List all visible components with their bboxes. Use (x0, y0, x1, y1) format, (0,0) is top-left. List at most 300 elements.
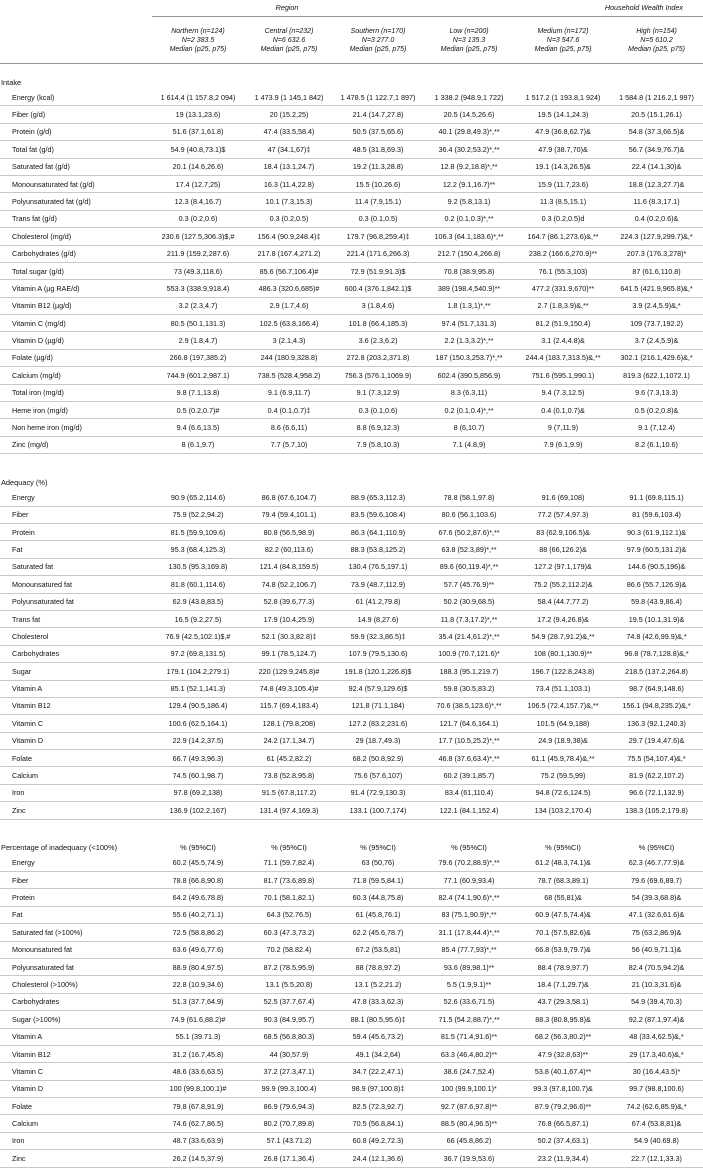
table-cell: 2.7 (1.8,3.9)&,** (516, 297, 610, 314)
table-cell: 63.3 (46.4,80.2)** (422, 1045, 516, 1062)
row-label: Sugar (>100%) (0, 1011, 152, 1028)
table-cell: 187 (150.3,253.7)*,** (422, 349, 516, 366)
table-cell: 73 (49.3,118.6) (152, 262, 244, 279)
table-cell: 138.3 (105.2,179.8) (610, 802, 703, 819)
table-cell: 75.2 (59.5,99) (516, 767, 610, 784)
table-cell: 8.6 (6.6,11) (244, 419, 334, 436)
table-cell: 60.8 (49.2,72.3) (334, 1132, 422, 1149)
table-cell: 74.8 (49.3,105.4)# (244, 680, 334, 697)
table-row (0, 697, 703, 714)
table-cell: 70.1 (58.1,82.1) (244, 889, 334, 906)
table-cell: 76.9 (42.5,102.1)$,# (152, 628, 244, 645)
table-cell: 244 (180.9,328.8) (244, 349, 334, 366)
table-cell: 0.4 (0.1,0.7)‡ (244, 402, 334, 419)
table-cell: 93.6 (89,98.1)** (422, 958, 516, 975)
table-cell: 61 (45.8,76.1) (334, 906, 422, 923)
table-cell: 212.7 (150.4,266.8) (422, 245, 516, 262)
column-header-name: Central (n=232) (264, 27, 314, 35)
row-label: Trans fat (g/d) (0, 210, 152, 227)
table-cell: 61 (45.2,82.2) (244, 750, 334, 767)
table-row (0, 924, 703, 941)
table-cell: 74.5 (60.1,98.7) (152, 767, 244, 784)
row-label: Fiber (g/d) (0, 106, 152, 123)
column-header (516, 17, 610, 64)
table-cell: 60.9 (47.5,74.4)& (516, 906, 610, 923)
table-cell: 61.1 (45.9,78.4)&,** (516, 750, 610, 767)
table-cell: 82.2 (60,113.6) (244, 541, 334, 558)
table-cell: 9 (7,11.9) (516, 419, 610, 436)
table-cell: 80.8 (56.5,98.9) (244, 523, 334, 540)
table-cell: 0.3 (0.2,0.5)d (516, 210, 610, 227)
table-cell: 59.9 (32.3,86.5)‡ (334, 628, 422, 645)
table-cell: 22.8 (10.9,34.6) (152, 976, 244, 993)
table-row (0, 541, 703, 558)
table-cell: 54.8 (37.3,66.5)& (610, 123, 703, 140)
table-cell: 15.9 (11.7,23.6) (516, 175, 610, 192)
row-label: Polyunsaturated fat (0, 593, 152, 610)
table-row (0, 175, 703, 192)
table-cell: 75.5 (54,107.4)&,* (610, 750, 703, 767)
table-cell: 54.9 (40.8,73.1)$ (152, 141, 244, 158)
table-cell: 100.6 (62.5,164.1) (152, 715, 244, 732)
row-label: Vitamin C (0, 715, 152, 732)
table-cell: 90.9 (65.2,114.6) (152, 489, 244, 506)
table-cell: 81.9 (62.2,107.2) (610, 767, 703, 784)
column-header (334, 17, 422, 64)
table-cell: 82.4 (70.5,94.2)& (610, 958, 703, 975)
table-cell: 3 (2.1,4.3) (244, 332, 334, 349)
table-cell: 91.6 (69,108) (516, 489, 610, 506)
table-cell: 73.8 (52.8,95.8) (244, 767, 334, 784)
table-cell: 2.9 (1.8,4.7) (152, 332, 244, 349)
table-row (0, 123, 703, 140)
table-cell: 8.2 (6.1,10.6) (610, 436, 703, 453)
table-cell: 81 (59.6,103.4) (610, 506, 703, 523)
table-cell: 0.3 (0.1,0.5) (334, 210, 422, 227)
table-cell: 127.2 (97.1,179)& (516, 558, 610, 575)
table-cell: 8.8 (6.9,12.3) (334, 419, 422, 436)
table-cell: 3.6 (2.3,6.2) (334, 332, 422, 349)
table-row (0, 941, 703, 958)
section-title-row (0, 64, 703, 90)
table-cell: 91.4 (72.9,130.3) (334, 784, 422, 801)
row-label: Calcium (0, 767, 152, 784)
row-label: Saturated fat (>100%) (0, 924, 152, 941)
column-header-median: Median (p25, p75) (260, 45, 318, 53)
table-cell: 18.4 (7.1,29.7)& (516, 976, 610, 993)
table-cell: 244.4 (183.7,313.5)&,** (516, 349, 610, 366)
table-cell: 52.1 (30.3,82.8)‡ (244, 628, 334, 645)
table-cell: 37.2 (27.3,47.1) (244, 1063, 334, 1080)
column-header (610, 17, 703, 64)
table-cell: 29.7 (19.4,47.6)& (610, 732, 703, 749)
table-cell: 38.6 (24.7,52.4) (422, 1063, 516, 1080)
table-row (0, 680, 703, 697)
table-cell: 9.4 (7.3,12.5) (516, 384, 610, 401)
table-cell: 82.5 (72.3,92.7) (334, 1098, 422, 1115)
table-cell: 136.3 (92.1,240.3) (610, 715, 703, 732)
row-label: Total sugar (g/d) (0, 262, 152, 279)
table-cell: 600.4 (376.1,842.1)$ (334, 280, 422, 297)
table-cell: 85.6 (56.7,106.4)# (244, 262, 334, 279)
table-cell: 96.8 (78.7,128.8)&,* (610, 645, 703, 662)
column-header-name: Low (n=200) (449, 27, 489, 35)
section-column-unit: % (95%CI) (180, 843, 216, 853)
table-cell: 72.5 (58.8,86.2) (152, 924, 244, 941)
table-cell: 188.3 (95.1,219.7) (422, 663, 516, 680)
table-cell: 75 (63.2,86.9)& (610, 924, 703, 941)
table-cell: 9.1 (6.9,11.7) (244, 384, 334, 401)
table-cell: 130.4 (76.5,197.1) (334, 558, 422, 575)
row-label: Cholesterol (0, 628, 152, 645)
section-title-row (0, 819, 703, 855)
row-label: Vitamin D (0, 1080, 152, 1097)
table-cell: 70.6 (38.5,123.6)*,** (422, 697, 516, 714)
table-cell: 71.8 (59.5,84.1) (334, 872, 422, 889)
table-cell: 9.8 (7.1,13.8) (152, 384, 244, 401)
table-row (0, 506, 703, 523)
row-label: Protein (0, 523, 152, 540)
table-cell: 18.8 (12.3,27.7)& (610, 175, 703, 192)
table-row (0, 1150, 703, 1167)
table-cell: 79.6 (69.6,89.7) (610, 872, 703, 889)
table-cell: 88.9 (65.3,112.3) (334, 489, 422, 506)
table-cell: 40.1 (29.8,49.3)*,** (422, 123, 516, 140)
table-row (0, 280, 703, 297)
table-cell: 67.4 (53.8,81)& (610, 1115, 703, 1132)
table-cell: 7.7 (5.7,10) (244, 436, 334, 453)
table-row (0, 872, 703, 889)
table-row (0, 332, 703, 349)
table-cell: 218.5 (137.2,264.8) (610, 663, 703, 680)
row-label: Total fat (g/d) (0, 141, 152, 158)
wealth-group-header: Household Wealth Index (422, 0, 703, 17)
table-cell: 68.2 (50.8,92.9) (334, 750, 422, 767)
table-row (0, 297, 703, 314)
table-cell: 83 (75.1,90.9)*,** (422, 906, 516, 923)
table-row (0, 593, 703, 610)
table-cell: 99.1 (78.5,124.7) (244, 645, 334, 662)
table-cell: 0.5 (0.2,0.8)& (610, 402, 703, 419)
table-row (0, 645, 703, 662)
table-cell: 85.4 (77.7,93)*,** (422, 941, 516, 958)
table-cell: 88 (78.8,97.2) (334, 958, 422, 975)
table-cell: 48.5 (31.8,69.3) (334, 141, 422, 158)
row-label: Vitamin B12 (µg/d) (0, 297, 152, 314)
table-cell: 47 (34.1,67)‡ (244, 141, 334, 158)
column-header-median: Median (p25, p75) (534, 45, 592, 53)
table-cell: 302.1 (216.1,429.6)&,* (610, 349, 703, 366)
table-row (0, 576, 703, 593)
table-cell: 67.6 (50.2,87.6)*,** (422, 523, 516, 540)
table-row (0, 367, 703, 384)
section-title: Adequacy (%) (1, 477, 48, 487)
table-cell: 14.9 (8,27.6) (334, 610, 422, 627)
row-label: Vitamin D (µg/d) (0, 332, 152, 349)
table-cell: 76.8 (66.5,87.1) (516, 1115, 610, 1132)
table-cell: 90.3 (84.9,95.7) (244, 1011, 334, 1028)
table-cell: 55.1 (39.71.3) (152, 1028, 244, 1045)
table-cell: 80.2 (70.7,89.8) (244, 1115, 334, 1132)
table-cell: 86.6 (55.7,126.9)& (610, 576, 703, 593)
table-cell: 102.5 (63.8,166.4) (244, 315, 334, 332)
table-cell: 0.3 (0.2,0.5) (244, 210, 334, 227)
table-row (0, 976, 703, 993)
table-cell: 83.5 (59.6,108.4) (334, 506, 422, 523)
table-row (0, 610, 703, 627)
table-row (0, 1063, 703, 1080)
table-cell: 88.9 (80.4,97.5) (152, 958, 244, 975)
table-cell: 77.1 (60.9,93.4) (422, 872, 516, 889)
table-row (0, 402, 703, 419)
column-header-n: N=3 547.6 (546, 36, 580, 44)
table-cell: 24.2 (17.1,34.7) (244, 732, 334, 749)
table-cell: 18.4 (13.1,24.7) (244, 158, 334, 175)
table-row (0, 1028, 703, 1045)
table-cell: 134 (103.2,170.4) (516, 802, 610, 819)
row-label: Zinc (mg/d) (0, 436, 152, 453)
table-row (0, 1011, 703, 1028)
region-group-header: Region (152, 0, 422, 17)
table-cell: 128.1 (79.8,208) (244, 715, 334, 732)
table-cell: 50.2 (37.4,63.1) (516, 1132, 610, 1149)
row-label: Iron (0, 1132, 152, 1149)
column-header-n: N=2 383.5 (181, 36, 215, 44)
table-cell: 77.2 (57.4,97.3) (516, 506, 610, 523)
table-cell: 9.6 (7.3,13.3) (610, 384, 703, 401)
table-row (0, 1080, 703, 1097)
table-cell: 272.8 (203.2,371.8) (334, 349, 422, 366)
table-row (0, 1045, 703, 1062)
table-cell: 91.1 (69.8,115.1) (610, 489, 703, 506)
table-cell: 70.8 (38.9,95.8) (422, 262, 516, 279)
column-header-name: Medium (n=172) (537, 27, 589, 35)
section-column-unit: % (95%CI) (360, 843, 396, 853)
table-cell: 73.4 (51.1,103.1) (516, 680, 610, 697)
table-cell: 90.3 (61.9,112.1)& (610, 523, 703, 540)
table-cell: 11.8 (7.3,17.2)*,** (422, 610, 516, 627)
table-cell: 20.5 (14.5,26.6) (422, 106, 516, 123)
table-row (0, 889, 703, 906)
row-label: Fat (0, 541, 152, 558)
table-cell: 641.5 (421.9,965.8)&,* (610, 280, 703, 297)
table-cell: 51.6 (37.1,61.8) (152, 123, 244, 140)
table-row (0, 663, 703, 680)
table-cell: 36.4 (30.2,53.2)*,** (422, 141, 516, 158)
table-cell: 47.9 (32.8,63)** (516, 1045, 610, 1062)
table-cell: 131.4 (97.4,169.3) (244, 802, 334, 819)
row-label: Fiber (0, 872, 152, 889)
table-cell: 59.8 (30.5,83.2) (422, 680, 516, 697)
table-cell: 121.8 (71.1,184) (334, 697, 422, 714)
table-cell: 58.4 (44.7,77.2) (516, 593, 610, 610)
table-cell: 74.8 (52.2,106.7) (244, 576, 334, 593)
table-cell: 81.8 (60.1,114.6) (152, 576, 244, 593)
table-row (0, 106, 703, 123)
table-cell: 81.2 (51.9,150.4) (516, 315, 610, 332)
table-cell: 68.5 (56.8,80.3) (244, 1028, 334, 1045)
table-cell: 99.9 (99.3,100.4) (244, 1080, 334, 1097)
table-cell: 109 (73.7,192.2) (610, 315, 703, 332)
table-cell: 47.9 (38.7,70)& (516, 141, 610, 158)
table-cell: 13.1 (5.5,20.8) (244, 976, 334, 993)
table-cell: 68.2 (56.3,80.2)** (516, 1028, 610, 1045)
table-cell: 23.2 (11.9,34.4) (516, 1150, 610, 1167)
table-cell: 196.7 (122.8,243.8) (516, 663, 610, 680)
row-label: Saturated fat (0, 558, 152, 575)
table-row (0, 193, 703, 210)
table-cell: 0.3 (0.1,0.6) (334, 402, 422, 419)
table-cell: 144.6 (90.5,196)& (610, 558, 703, 575)
table-cell: 48.6 (33.6,63.5) (152, 1063, 244, 1080)
table-cell: 66 (45.8,86.2) (422, 1132, 516, 1149)
table-cell: 115.7 (69.4,183.4) (244, 697, 334, 714)
table-cell: 0.4 (0.1,0.7)& (516, 402, 610, 419)
row-label: Calcium (mg/d) (0, 367, 152, 384)
table-cell: 19.5 (10.1,31.9)& (610, 610, 703, 627)
row-label: Folate (0, 750, 152, 767)
row-label: Carbohydrates (0, 645, 152, 662)
table-cell: 179.1 (104.2,279.1) (152, 663, 244, 680)
table-cell: 7.9 (5.8,10.3) (334, 436, 422, 453)
table-cell: 16.3 (11.4,22.8) (244, 175, 334, 192)
table-cell: 35.4 (21.4,61.2)*,** (422, 628, 516, 645)
table-cell: 66.8 (53.9,79.7)& (516, 941, 610, 958)
table-row (0, 784, 703, 801)
row-label: Monounsatured fat (0, 576, 152, 593)
table-cell: 92.2 (87.1,97.4)& (610, 1011, 703, 1028)
table-cell: 97.9 (60.5,131.2)& (610, 541, 703, 558)
table-cell: 29 (18.7,49.3) (334, 732, 422, 749)
table-cell: 78.7 (68.3,89.1) (516, 872, 610, 889)
row-label: Vitamin B12 (0, 1045, 152, 1062)
table-body (0, 64, 703, 1168)
table-cell: 17.9 (10.4,25.9) (244, 610, 334, 627)
table-cell: 7.1 (4.8,9) (422, 436, 516, 453)
table-cell: 12.3 (8.4,16.7) (152, 193, 244, 210)
column-header (244, 17, 334, 64)
table-cell: 87 (61.6,110.8) (610, 262, 703, 279)
table-cell: 59.8 (43.9,86.4) (610, 593, 703, 610)
table-cell: 57.1 (43.71.2) (244, 1132, 334, 1149)
table-cell: 46.8 (37.6,63.4)*,** (422, 750, 516, 767)
table-row (0, 1132, 703, 1149)
table-cell: 99.3 (97.8,100.7)& (516, 1080, 610, 1097)
table-cell: 59.4 (45.6,73.2) (334, 1028, 422, 1045)
table-row (0, 210, 703, 227)
table-cell: 48 (33.4,62.5)&,* (610, 1028, 703, 1045)
table-cell: 70.2 (58.82.4) (244, 941, 334, 958)
row-label: Polyunsaturated fat (g/d) (0, 193, 152, 210)
table-row (0, 158, 703, 175)
table-row (0, 750, 703, 767)
table-row (0, 489, 703, 506)
table-cell: 97.2 (69.8,131.5) (152, 645, 244, 662)
table-cell: 66.7 (49.3,96.3) (152, 750, 244, 767)
table-cell: 61.2 (48.3,74.1)& (516, 855, 610, 872)
table-cell: 88.4 (78.9,97.7) (516, 958, 610, 975)
row-label: Fiber (0, 506, 152, 523)
table-cell: 50.5 (37.5,65.6) (334, 123, 422, 140)
table-row (0, 628, 703, 645)
table-cell: 95.3 (68.4,125.3) (152, 541, 244, 558)
column-header-name: High (n=154) (636, 27, 677, 35)
table-cell: 20 (15.2,25) (244, 106, 334, 123)
blank-subheader (0, 17, 152, 64)
column-header-median: Median (p25, p75) (169, 45, 227, 53)
row-label: Energy (0, 489, 152, 506)
table-cell: 86.8 (67.6,104.7) (244, 489, 334, 506)
table-cell: 8 (6,10.7) (422, 419, 516, 436)
table-cell: 63 (50,76) (334, 855, 422, 872)
table-cell: 81.5 (59.9,109.6) (152, 523, 244, 540)
table-cell: 0.2 (0.1,0.4)*,** (422, 402, 516, 419)
table-row (0, 767, 703, 784)
table-cell: 81.7 (73.6,89.8) (244, 872, 334, 889)
table-cell: 74.2 (62.6,85.9)&,* (610, 1098, 703, 1115)
table-cell: 21.4 (14.7,27.8) (334, 106, 422, 123)
section-column-unit: % (95%CI) (545, 843, 581, 853)
table-cell: 266.8 (197,385.2) (152, 349, 244, 366)
table-cell: 47.9 (36.8,62.7)& (516, 123, 610, 140)
table-row (0, 715, 703, 732)
table-cell: 238.2 (166.6,270.9)** (516, 245, 610, 262)
table-cell: 217.8 (167.4,271.2) (244, 245, 334, 262)
table-cell: 87.2 (78.5,95.9) (244, 958, 334, 975)
section-column-unit: % (95%CI) (638, 843, 675, 853)
table-cell: 78.8 (58.1,97.8) (422, 489, 516, 506)
table-cell: 52.5 (37.7,67.4) (244, 993, 334, 1010)
table-row (0, 245, 703, 262)
column-header-n: N=5 610.2 (640, 36, 673, 44)
table-cell: 191.8 (120.1,226.8)$ (334, 663, 422, 680)
table-cell: 54.9 (39.4,70.3) (610, 993, 703, 1010)
table-cell: 5.5 (1.9,9.1)** (422, 976, 516, 993)
table-cell: 83 (62.9,106.5)& (516, 523, 610, 540)
section-title-row (0, 454, 703, 490)
table-cell: 1 473.9 (1 145,1 842) (244, 89, 334, 106)
table-cell: 0.4 (0.2,0.6)& (610, 210, 703, 227)
table-cell: 553.3 (338.9,918.4) (152, 280, 244, 297)
table-cell: 97.8 (69.2,138) (152, 784, 244, 801)
table-cell: 17.4 (12.7,25) (152, 175, 244, 192)
table-cell: 133.1 (100.7,174) (334, 802, 422, 819)
table-cell: 97.4 (51.7,131.3) (422, 315, 516, 332)
row-label: Zinc (0, 802, 152, 819)
row-label: Monounsatured fat (0, 941, 152, 958)
row-label: Calcium (0, 1115, 152, 1132)
table-cell: 60.2 (39.1,85.7) (422, 767, 516, 784)
table-cell: 68 (55,81)& (516, 889, 610, 906)
row-label: Trans fat (0, 610, 152, 627)
row-label: Sugar (0, 663, 152, 680)
table-cell: 70.1 (57.5,82.6)& (516, 924, 610, 941)
group-header-row (0, 0, 703, 17)
table-cell: 31.1 (17.8,44.4)*,** (422, 924, 516, 941)
table-row (0, 141, 703, 158)
table-cell: 74.9 (61.6,88.2)# (152, 1011, 244, 1028)
row-label: Energy (0, 855, 152, 872)
table-cell: 86.9 (79.6,94.3) (244, 1098, 334, 1115)
table-cell: 22.4 (14.1,30)& (610, 158, 703, 175)
table-cell: 47.8 (33.3,62.3) (334, 993, 422, 1010)
table-cell: 50.2 (30.9,68.5) (422, 593, 516, 610)
table-cell: 82.4 (74.1,90.6)*,** (422, 889, 516, 906)
table-cell: 79.4 (59.4,101.1) (244, 506, 334, 523)
table-cell: 0.3 (0.2,0.6) (152, 210, 244, 227)
table-cell: 55.6 (40.2,71.1) (152, 906, 244, 923)
table-cell: 92.7 (87.6,97.8)** (422, 1098, 516, 1115)
